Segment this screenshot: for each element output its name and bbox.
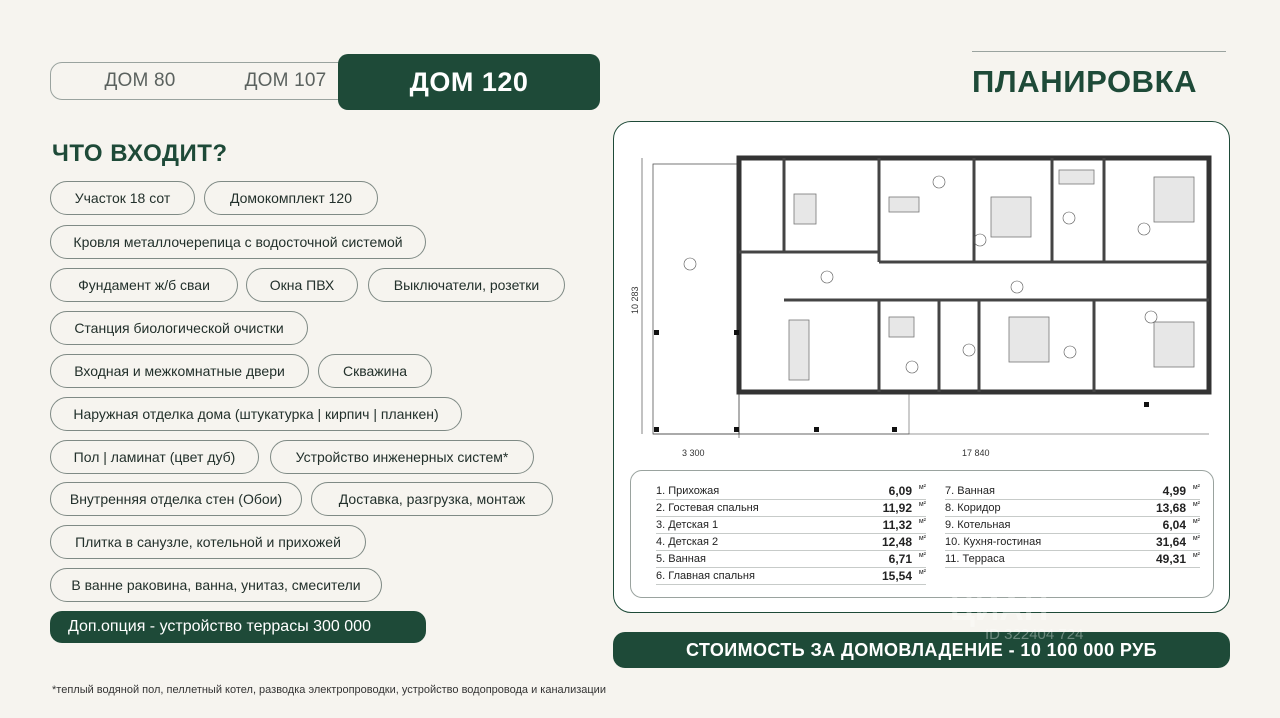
room-name: 2. Гостевая спальня	[656, 502, 759, 514]
area-unit: м²	[918, 484, 926, 491]
watermark-logo: ЦИАН	[950, 590, 1049, 628]
room-area: 6,09	[888, 484, 912, 498]
dim-width-left: 3 300	[682, 448, 705, 458]
room-area: 6,04	[1162, 518, 1186, 532]
area-unit: м²	[918, 535, 926, 542]
legend-row	[945, 517, 1200, 534]
room-name: 1. Прихожая	[656, 485, 720, 497]
feature-pill: Плитка в санузле, котельной и прихожей	[50, 525, 366, 559]
feature-pill: Станция биологической очистки	[50, 311, 308, 345]
tab-dom-80[interactable]: ДОМ 80	[50, 62, 230, 100]
room-name: 10. Кухня-гостиная	[945, 536, 1042, 548]
dim-width-right: 17 840	[962, 448, 990, 458]
room-name: 6. Главная спальня	[656, 570, 755, 582]
feature-pill: В ванне раковина, ванна, унитаз, смесители	[50, 568, 382, 602]
feature-pill: Внутренняя отделка стен (Обои)	[50, 482, 302, 516]
room-name: 4. Детская 2	[656, 536, 719, 548]
option-terrace: Доп.опция - устройство террасы 300 000	[50, 611, 426, 643]
area-unit: м²	[1192, 552, 1200, 559]
area-unit: м²	[1192, 501, 1200, 508]
house-tabs	[50, 54, 600, 110]
room-area: 49,31	[1155, 552, 1186, 566]
tab-dom-120[interactable]: ДОМ 120	[338, 54, 600, 110]
feature-pill: Пол | ламинат (цвет дуб)	[50, 440, 259, 474]
area-unit: м²	[1192, 484, 1200, 491]
room-name: 5. Ванная	[656, 553, 706, 565]
area-unit: м²	[1192, 518, 1200, 525]
room-area: 6,71	[888, 552, 912, 566]
footnote: *теплый водяной пол, пеллетный котел, разводка электропроводки, устройство водопровода и канализации	[52, 684, 606, 696]
legend-row	[656, 534, 926, 551]
legend-row	[945, 483, 1200, 500]
floor-plan-card	[613, 121, 1230, 613]
legend-row	[945, 551, 1200, 568]
area-unit: м²	[1192, 535, 1200, 542]
room-area: 11,32	[882, 518, 912, 532]
dim-height: 10 283	[630, 286, 640, 314]
feature-pill: Входная и межкомнатные двери	[50, 354, 309, 388]
plan-title: ПЛАНИРОВКА	[972, 64, 1198, 99]
legend-row	[656, 500, 926, 517]
price-value: - 10 100 000 РУБ	[1003, 639, 1158, 660]
floor-plan-drawing	[614, 122, 1230, 472]
room-legend	[630, 470, 1214, 598]
feature-pill: Кровля металлочерепица с водосточной системой	[50, 225, 426, 259]
room-name: 11. Терраса	[945, 553, 1005, 565]
feature-pill: Выключатели, розетки	[368, 268, 565, 302]
feature-pill: Окна ПВХ	[246, 268, 358, 302]
feature-pill: Устройство инженерных систем*	[270, 440, 534, 474]
room-name: 7. Ванная	[945, 485, 995, 497]
feature-pill: Домокомплект 120	[204, 181, 378, 215]
feature-pill: Фундамент ж/б сваи	[50, 268, 238, 302]
section-title: ЧТО ВХОДИТ?	[52, 140, 228, 167]
room-area: 12,48	[881, 535, 912, 549]
tab-dom-107[interactable]: ДОМ 107	[226, 62, 346, 100]
legend-row	[656, 568, 926, 585]
area-unit: м²	[918, 569, 926, 576]
legend-row	[945, 534, 1200, 551]
feature-pill: Доставка, разгрузка, монтаж	[311, 482, 553, 516]
price-label: СТОИМОСТЬ ЗА ДОМОВЛАДЕНИЕ	[685, 639, 1004, 660]
room-name: 9. Котельная	[945, 519, 1011, 531]
legend-row	[656, 551, 926, 568]
room-name: 8. Коридор	[945, 502, 1001, 514]
room-area: 11,92	[882, 501, 912, 515]
room-area: 13,68	[1155, 501, 1186, 515]
area-unit: м²	[918, 552, 926, 559]
legend-row	[945, 500, 1200, 517]
room-name: 3. Детская 1	[656, 519, 719, 531]
watermark-id: ID 322404 724	[985, 626, 1084, 643]
room-area: 4,99	[1162, 484, 1186, 498]
area-unit: м²	[918, 501, 926, 508]
price-banner	[613, 632, 1230, 668]
feature-pill: Наружная отделка дома (штукатурка | кирпич | планкен)	[50, 397, 462, 431]
legend-row	[656, 483, 926, 500]
area-unit: м²	[918, 518, 926, 525]
room-area: 31,64	[1155, 535, 1186, 549]
legend-row	[656, 517, 926, 534]
title-divider	[972, 51, 1226, 52]
feature-pill: Участок 18 сот	[50, 181, 195, 215]
feature-pill: Скважина	[318, 354, 432, 388]
room-area: 15,54	[881, 569, 912, 583]
